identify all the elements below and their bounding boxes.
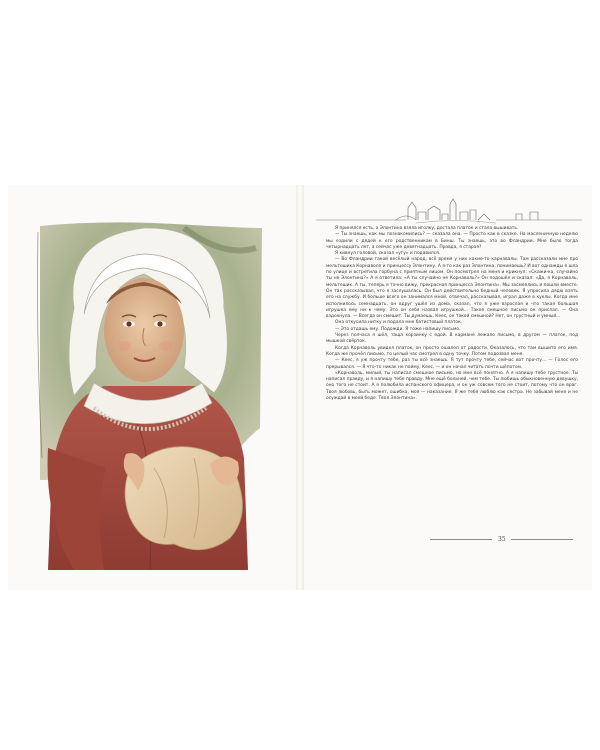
- town-skyline-header-ornament: [316, 198, 582, 226]
- paragraph: — Во Фландрии такой весёлый народ, всё время у них какие-то карнавалы. Там рассказали мне про мельтешика Корнаволя и принцессу Элонтину. А я-то как раз Элонтина, понимаешь? И вот однажды я шла по улице и встретила горбуна с приятным лицом. Он посмотрел на меня и крикнул: «Скажи-ка, случайно ты не Элонтина?» А я ответила: «А ты случайно не Корнаволь?» Он подошёл и сказал: «Да, я Корнаволь, мельтешик. А ты, теперь я точно вижу, прекрасная принцесса Элонтина». Мы засмеялись и пошли вместе. Он так рассказывал, что я заслушалась. Он был действительно бедный человек. Я упросила дядю взять его на службу. И больше всего он занимался мной, отвечал, рассказывал, играл даже в куклы. Когда мне исполнилось семнадцать, он вдруг ушёл из дома, сказал, что я уже взрослая и что такая большая игрушка ему ни к чему. Это он себя назвал игрушкой... Такое смешное письмо он прислал. — Она вздохнула. — Всегда он смешит. Ты думаешь, Кеес, он такой смешной? Нет, он грустный и умный...: [326, 257, 578, 320]
- right-page: [316, 198, 582, 550]
- page-number: 35: [498, 536, 506, 543]
- paragraph: — Ты знаешь, как мы познакомились? — сказала она. — Просто как в сказке. На масленичную неделю мы ездили с дядей к его родственникам в Бинш. Ты знаешь, это во Фландрии. Мне было тогда четырнадцать лет, а сейчас уже девятнадцать. Правда, я старая?: [326, 232, 578, 250]
- story-text: [326, 226, 578, 402]
- paragraph: «Корнаволь, милый, ты написал смешное письмо, но мне всё понятно. А я напишу тебе грустное. Ты написал правду, и я напишу тебе правду. Мне ещё больней, чем тебе. Ты любишь обыкновенную девушку, оно того не стоит. А я полюбила испанского офицера, и он уж совсем того не стоит, потому что он враг. Твоя любовь, быть может, ошибка, моя — наказание. Я же тебя люблю как сестра. Не забывай меня и не осуждай в моей беде. Твоя Элонтина».: [326, 370, 578, 402]
- page-number-rule-left: [430, 539, 492, 540]
- girl-in-bonnet-illustration: [34, 218, 266, 574]
- paragraph: Через полчаса я шёл, таща корзинку с едой. В кармане лежало письмо, в другом — платок, под мышкой свёрток.: [326, 333, 578, 345]
- paragraph: Я принялся есть, а Элонтина взяла иголку, достала платок и стала вышивать.: [335, 226, 519, 231]
- paragraph: — Кеес, я уж прочту тебе, раз ты всё знаешь. Я тут прочту тебе, сейчас вот прочту... — Голос его прерывался. — Я что-то никак не пойму, Кеес, — и он начал читать почти шёпотом.: [326, 358, 578, 370]
- paragraph: Когда Корнаволь увидел платок, он просто ошалел от радости. Оказалось, что там вышито его имя. Когда же прочёл письмо, то целый час смотрел в одну точку. Потом подозвал меня.: [326, 345, 578, 357]
- paragraph: — Это отдашь ему. Подожди. Я тоже напишу письмо.: [335, 326, 461, 332]
- page-number-rule-right: [511, 539, 573, 540]
- paragraph: Я кивнул головой, сказал «угу» и подавился.: [335, 251, 441, 257]
- paragraph: Она откусила нитку и подала мне батистовый платок.: [335, 320, 463, 326]
- book-gutter: [296, 185, 304, 590]
